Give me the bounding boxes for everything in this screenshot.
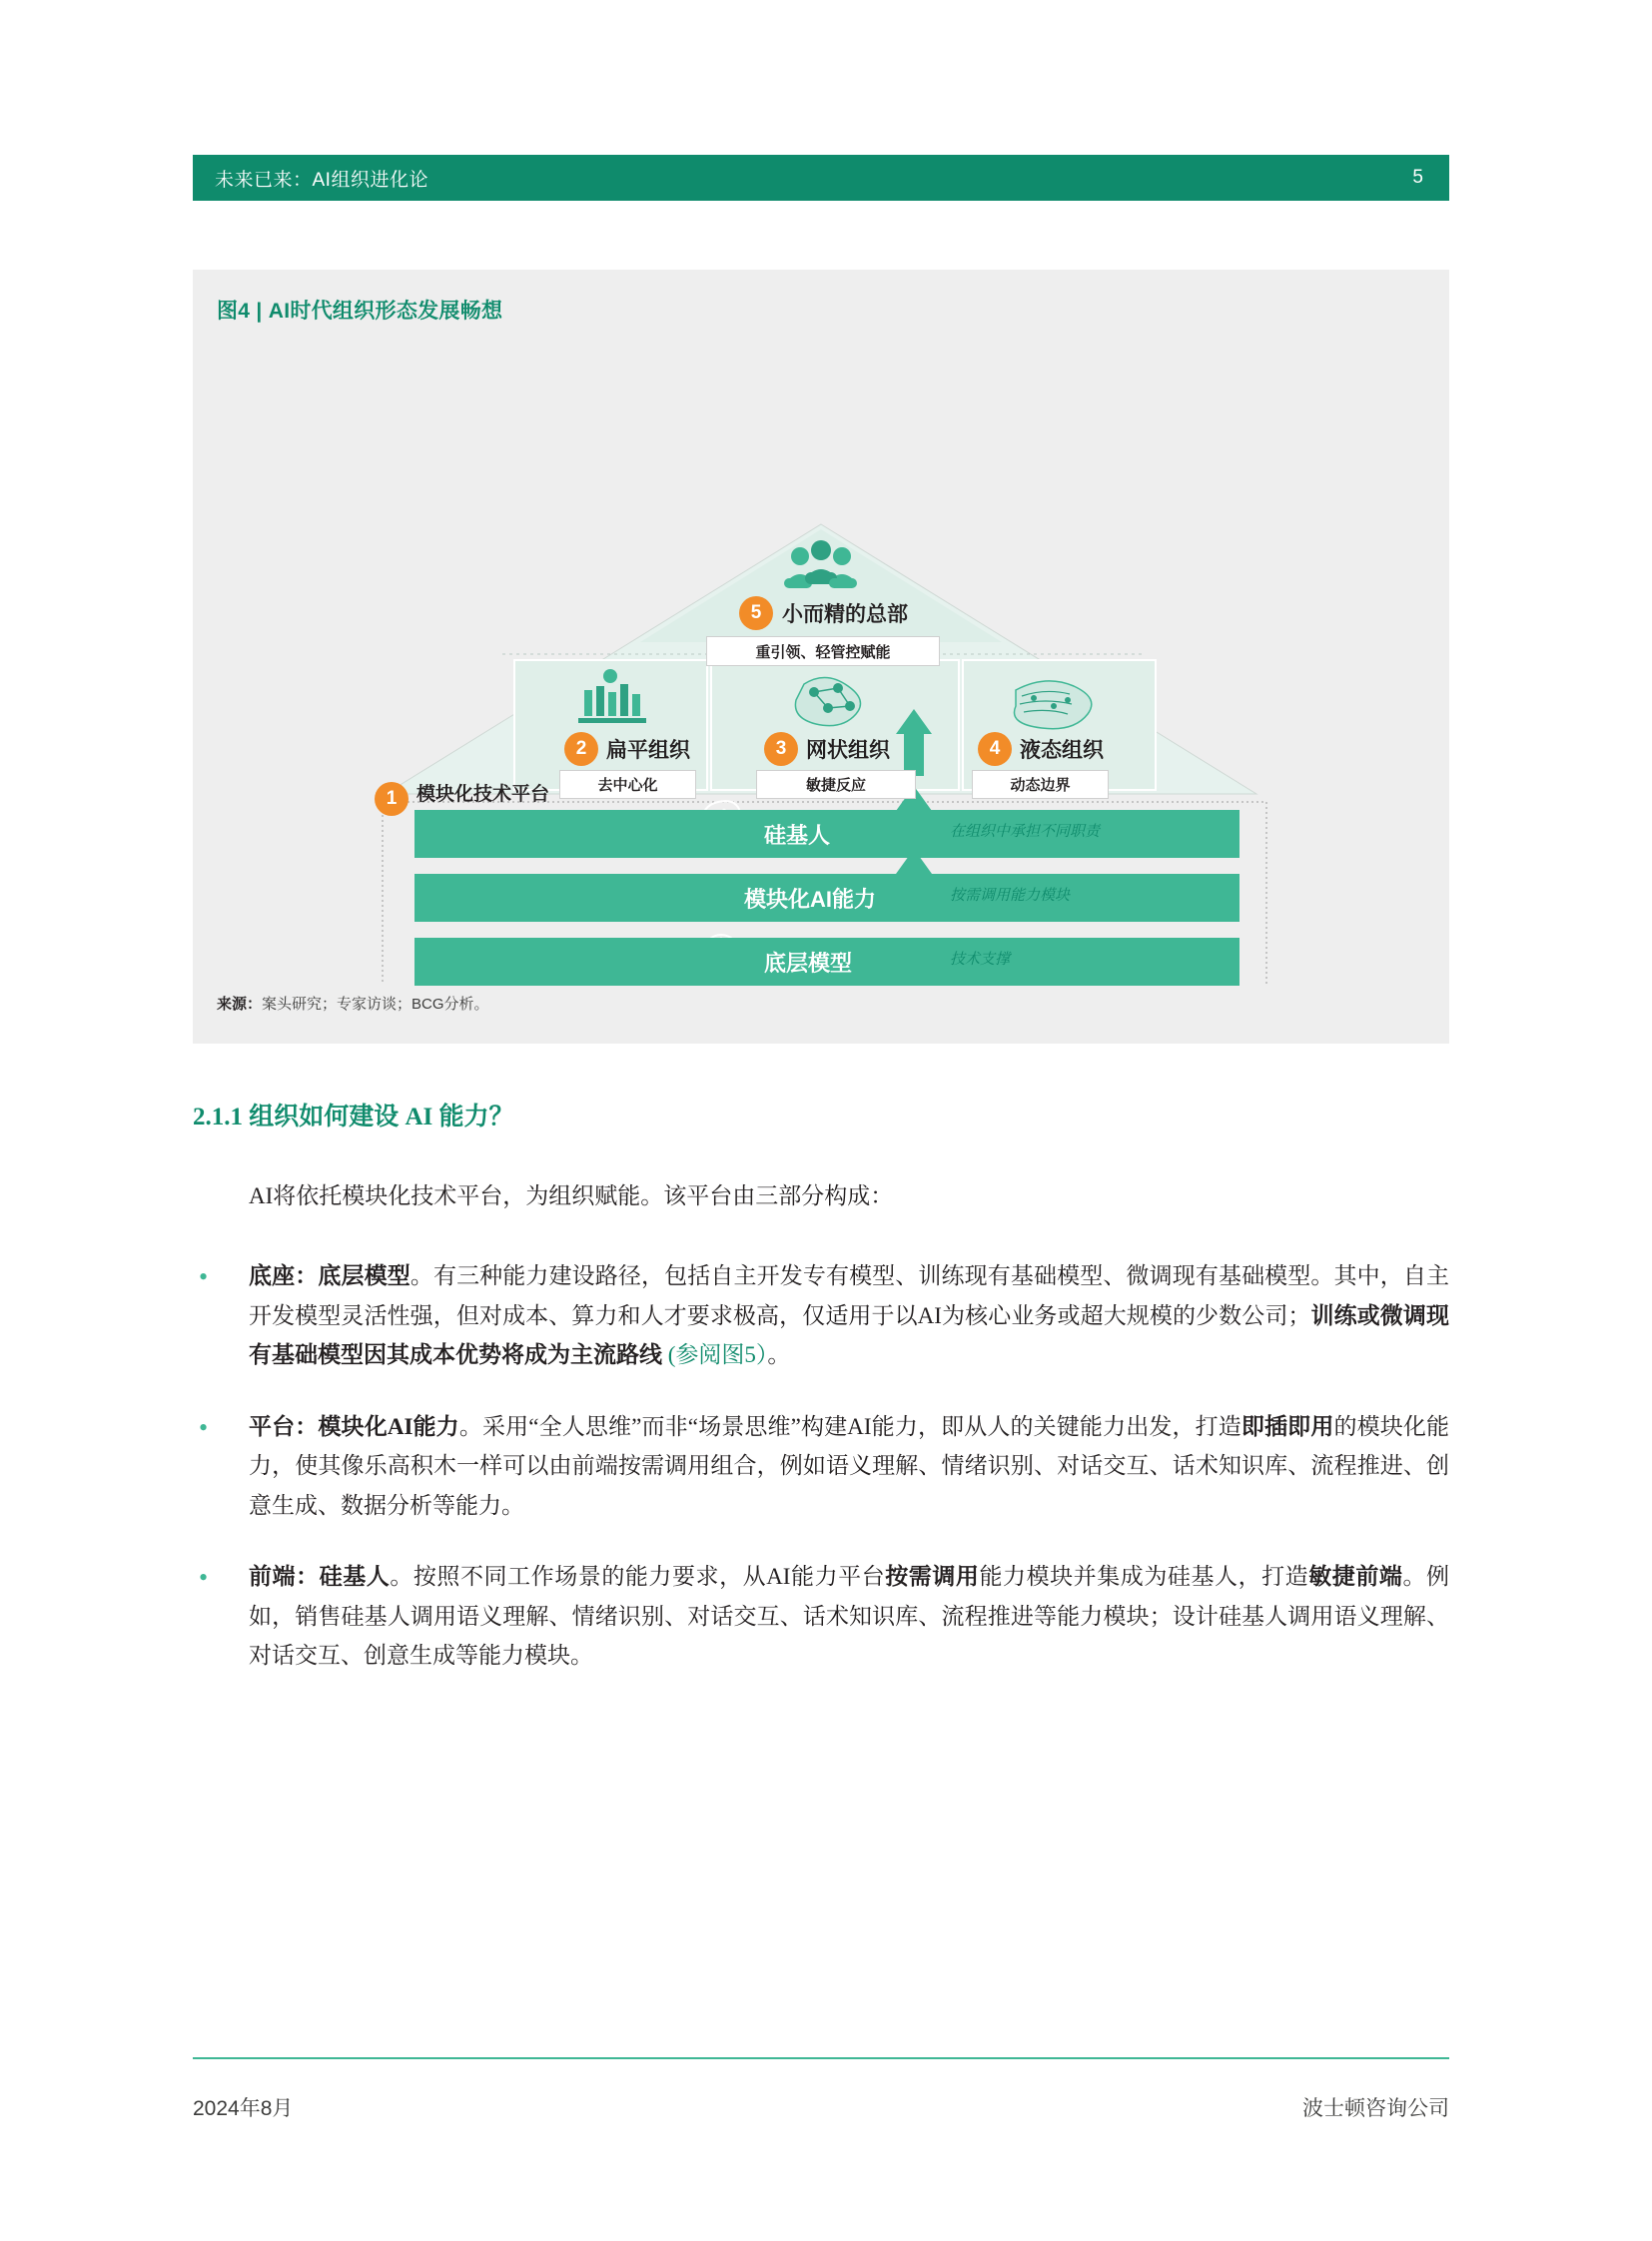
layer-bar-silicon-human [414,810,1239,858]
bullet-marker: • [199,1412,209,1442]
node-sub-hq: 重引领、轻管控赋能 [706,636,940,666]
bullet-list [193,1256,1449,1708]
bullet-marker: • [199,1563,209,1593]
badge-4: 4 [978,732,1012,766]
layer-note-foundation-model: 技术支撑 [950,951,1011,968]
platform-label: 模块化技术平台 [416,784,550,805]
layer-bar-foundation-model [414,938,1239,986]
node-label-hq: 小而精的总部 [782,603,908,626]
node-label-network: 网状组织 [806,739,890,762]
node-label-flat: 扁平组织 [606,739,690,762]
layer-text-silicon-human: 硅基人 [764,822,831,848]
intro-paragraph: AI将依托模块化技术平台，为组织赋能。该平台由三部分构成： [249,1183,894,1208]
exhibit-source [217,993,489,1014]
bullet-body-2: 前端：硅基人。按照不同工作场景的能力要求，从AI能力平台按需调用能力模块并集成为硅基人，打造敏捷前端。例如，销售硅基人调用语义理解、情绪识别、对话交互、话术知识库、流程推进等能力模块；设计硅基人调用语义理解、对话交互、创意生成等能力模块。 [249,1564,1450,1669]
footer-company: 波士顿咨询公司 [1302,2097,1449,2120]
footer-divider [193,2057,1449,2059]
badge-5: 5 [739,596,773,630]
header-page-number: 5 [1412,167,1423,188]
list-item [193,1256,1449,1375]
badge-1: 1 [375,782,409,816]
layer-text-modular-ai: 模块化AI能力 [744,886,877,912]
footer-date: 2024年8月 [193,2097,294,2120]
bullet-body-0: 底座：底层模型。有三种能力建设路径，包括自主开发专有模型、训练现有基础模型、微调现有基础模型。其中，自主开发模型灵活性强，但对成本、算力和人才要求极高，仅适用于以AI为核心业务或超大规模的少数公司；训练或微调现有基础模型因其成本优势将成为主流路线 (参阅图5）。 [249,1263,1450,1368]
node-sub-liquid: 动态边界 [972,770,1109,799]
layer-text-foundation-model: 底层模型 [764,950,853,976]
exhibit-title: 图4 | AI时代组织形态发展畅想 [217,300,503,323]
badge-2: 2 [564,732,598,766]
layer-note-modular-ai: 按需调用能力模块 [950,887,1071,904]
layer-bar-modular-ai [414,874,1239,922]
node-sub-network: 敏捷反应 [756,770,916,799]
exhibit-source-text: 案头研究；专家访谈；BCG分析。 [262,996,489,1013]
node-sub-flat: 去中心化 [559,770,696,799]
exhibit-figure [193,325,1449,984]
exhibit-source-label: 来源： [217,996,263,1013]
node-label-liquid: 液态组织 [1020,739,1104,762]
header-document-title: 未来已来：AI组织进化论 [215,169,428,191]
badge-3: 3 [764,732,798,766]
bullet-body-1: 平台：模块化AI能力。采用“全人思维”而非“场景思维”构建AI能力，即从人的关键能力出发，打造即插即用的模块化能力，使其像乐高积木一样可以由前端按需调用组合，例如语义理解、情绪识别、对话交互、话术知识库、流程推进、创意生成、数据分析等能力。 [249,1413,1450,1518]
section-heading: 2.1.1 组织如何建设 AI 能力？ [193,1104,514,1130]
exhibit-panel [193,270,1449,1044]
layer-note-silicon-human: 在组织中承担不同职责 [950,823,1101,840]
list-item [193,1407,1449,1526]
list-item [193,1557,1449,1676]
bullet-marker: • [199,1262,209,1291]
page-header [193,155,1449,201]
